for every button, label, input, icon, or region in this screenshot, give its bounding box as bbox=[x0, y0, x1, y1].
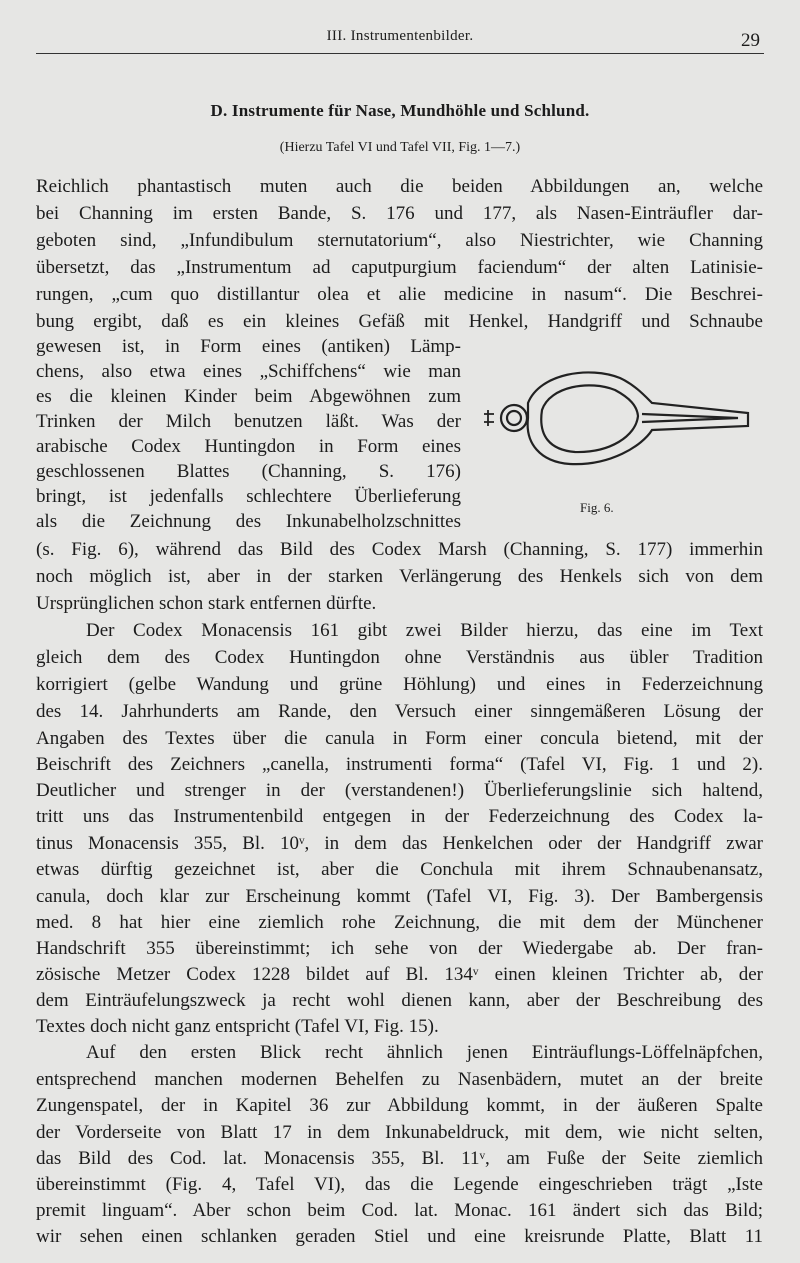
text-line: bei Channing im ersten Bande, S. 176 und 177, als Nasen-Einträufler dar- bbox=[36, 203, 763, 224]
text-line: Ursprünglichen schon stark entfernen dürfte. bbox=[36, 593, 377, 614]
text-line: geschlossenen Blattes (Channing, S. 176) bbox=[36, 461, 461, 482]
text-line: es die kleinen Kinder beim Abgewöhnen zum bbox=[36, 386, 461, 407]
text-line: wir sehen einen schlanken geraden Stiel und eine kreisrunde Platte, Blatt 11 bbox=[36, 1226, 763, 1247]
text-line: dem Einträufelungszweck ja recht wohl dienen kann, aber der Beschreibung des bbox=[36, 990, 763, 1011]
text-line: Auf den ersten Blick recht ähnlich jenen Einträuflungs-Löffelnäpfchen, bbox=[86, 1042, 763, 1063]
text-line: gleich dem des Codex Huntingdon ohne Verständnis aus übler Tradition bbox=[36, 647, 763, 668]
text-line: der Vorderseite von Blatt 17 in dem Inkunabeldruck, mit dem, wie nicht selten, bbox=[36, 1122, 763, 1143]
text-line: tritt uns das Instrumentenbild entgegen in der Federzeichnung des Codex la- bbox=[36, 806, 763, 827]
text-line: gewesen ist, in Form eines (antiken) Lämp- bbox=[36, 336, 461, 357]
text-line: übereinstimmt (Fig. 4, Tafel VI), das die Legende eingeschrieben trägt „Iste bbox=[36, 1174, 763, 1195]
text-line: noch möglich ist, aber in der starken Verlängerung des Henkels sich von dem bbox=[36, 566, 763, 587]
text-line: bung ergibt, daß es ein kleines Gefäß mit Henkel, Handgriff und Schnaube bbox=[36, 311, 763, 332]
text-line: Reichlich phantastisch muten auch die beiden Abbildungen an, welche bbox=[36, 176, 763, 197]
text-line: tinus Monacensis 355, Bl. 10ᵛ, in dem das Henkelchen oder der Handgriff zwar bbox=[36, 833, 763, 854]
text-line: chens, also etwa eines „Schiffchens“ wie man bbox=[36, 361, 461, 382]
text-line: des 14. Jahrhunderts am Rande, den Versuch einer sinngemäßeren Lösung der bbox=[36, 701, 763, 722]
text-line: Beischrift des Zeichners „canella, instrumenti forma“ (Tafel VI, Fig. 1 und 2). bbox=[36, 754, 763, 775]
text-line: med. 8 hat hier eine ziemlich rohe Zeichnung, die mit dem der Münchener bbox=[36, 912, 763, 933]
text-line: als die Zeichnung des Inkunabelholzschnittes bbox=[36, 511, 461, 532]
text-line: Angaben des Textes über die canula in Form einer concula bietend, mit der bbox=[36, 728, 763, 749]
text-line: arabische Codex Huntingdon in Form eines bbox=[36, 436, 461, 457]
text-line: premit linguam“. Aber schon beim Cod. lat. Monac. 161 ändert sich das Bild; bbox=[36, 1200, 763, 1221]
text-line: Textes doch nicht ganz entspricht (Tafel VI, Fig. 15). bbox=[36, 1016, 439, 1037]
header-rule bbox=[36, 53, 764, 54]
lamp-instrument-illustration bbox=[470, 358, 765, 478]
text-line: korrigiert (gelbe Wandung und grüne Höhlung) und eines in Federzeichnung bbox=[36, 674, 763, 695]
text-line: bringt, ist jedenfalls schlechtere Überlieferung bbox=[36, 486, 461, 507]
page-number: 29 bbox=[741, 30, 760, 51]
text-line: Zungenspatel, der in Kapitel 36 zur Abbildung kommt, in der äußeren Spalte bbox=[36, 1095, 763, 1116]
text-line: zösische Metzer Codex 1228 bildet auf Bl. 134ᵛ einen kleinen Trichter ab, der bbox=[36, 964, 763, 985]
text-line: rungen, „cum quo distillantur olea et alie medicine in nasum“. Die Beschrei- bbox=[36, 284, 763, 305]
text-line: geboten sind, „Infundibulum sternutatorium“, also Niestrichter, wie Channing bbox=[36, 230, 763, 251]
text-line: etwas dürftig gezeichnet ist, aber die Conchula mit ihrem Schnaubenansatz, bbox=[36, 859, 763, 880]
text-line: entsprechend manchen modernen Behelfen zu Nasenbädern, mutet an der breite bbox=[36, 1069, 763, 1090]
section-heading: D. Instrumente für Nase, Mundhöhle und Schlund. bbox=[210, 101, 590, 120]
text-line: Trinken der Milch benutzen läßt. Was der bbox=[36, 411, 461, 432]
text-line: Der Codex Monacensis 161 gibt zwei Bilder hierzu, das eine im Text bbox=[86, 620, 763, 641]
text-line: Handschrift 355 übereinstimmt; ich sehe von der Wiedergabe ab. Der fran- bbox=[36, 938, 763, 959]
text-line: übersetzt, das „Instrumentum ad caputpurgium faciendum“ der alten Latinisie- bbox=[36, 257, 763, 278]
text-line: canula, doch klar zur Erscheinung kommt (Tafel VI, Fig. 3). Der Bambergensis bbox=[36, 886, 763, 907]
figure-caption: Fig. 6. bbox=[580, 500, 614, 515]
running-header: III. Instrumentenbilder. bbox=[326, 28, 474, 44]
text-line: (s. Fig. 6), während das Bild des Codex Marsh (Channing, S. 177) immerhin bbox=[36, 539, 763, 560]
section-subheading: (Hierzu Tafel VI und Tafel VII, Fig. 1—7.) bbox=[279, 140, 521, 155]
text-line: das Bild des Cod. lat. Monacensis 355, Bl. 11ᵛ, am Fuße der Seite ziemlich bbox=[36, 1148, 763, 1169]
text-line: Deutlicher und strenger in der (verstandenen!) Überlieferungslinie sich haltend, bbox=[36, 780, 763, 801]
